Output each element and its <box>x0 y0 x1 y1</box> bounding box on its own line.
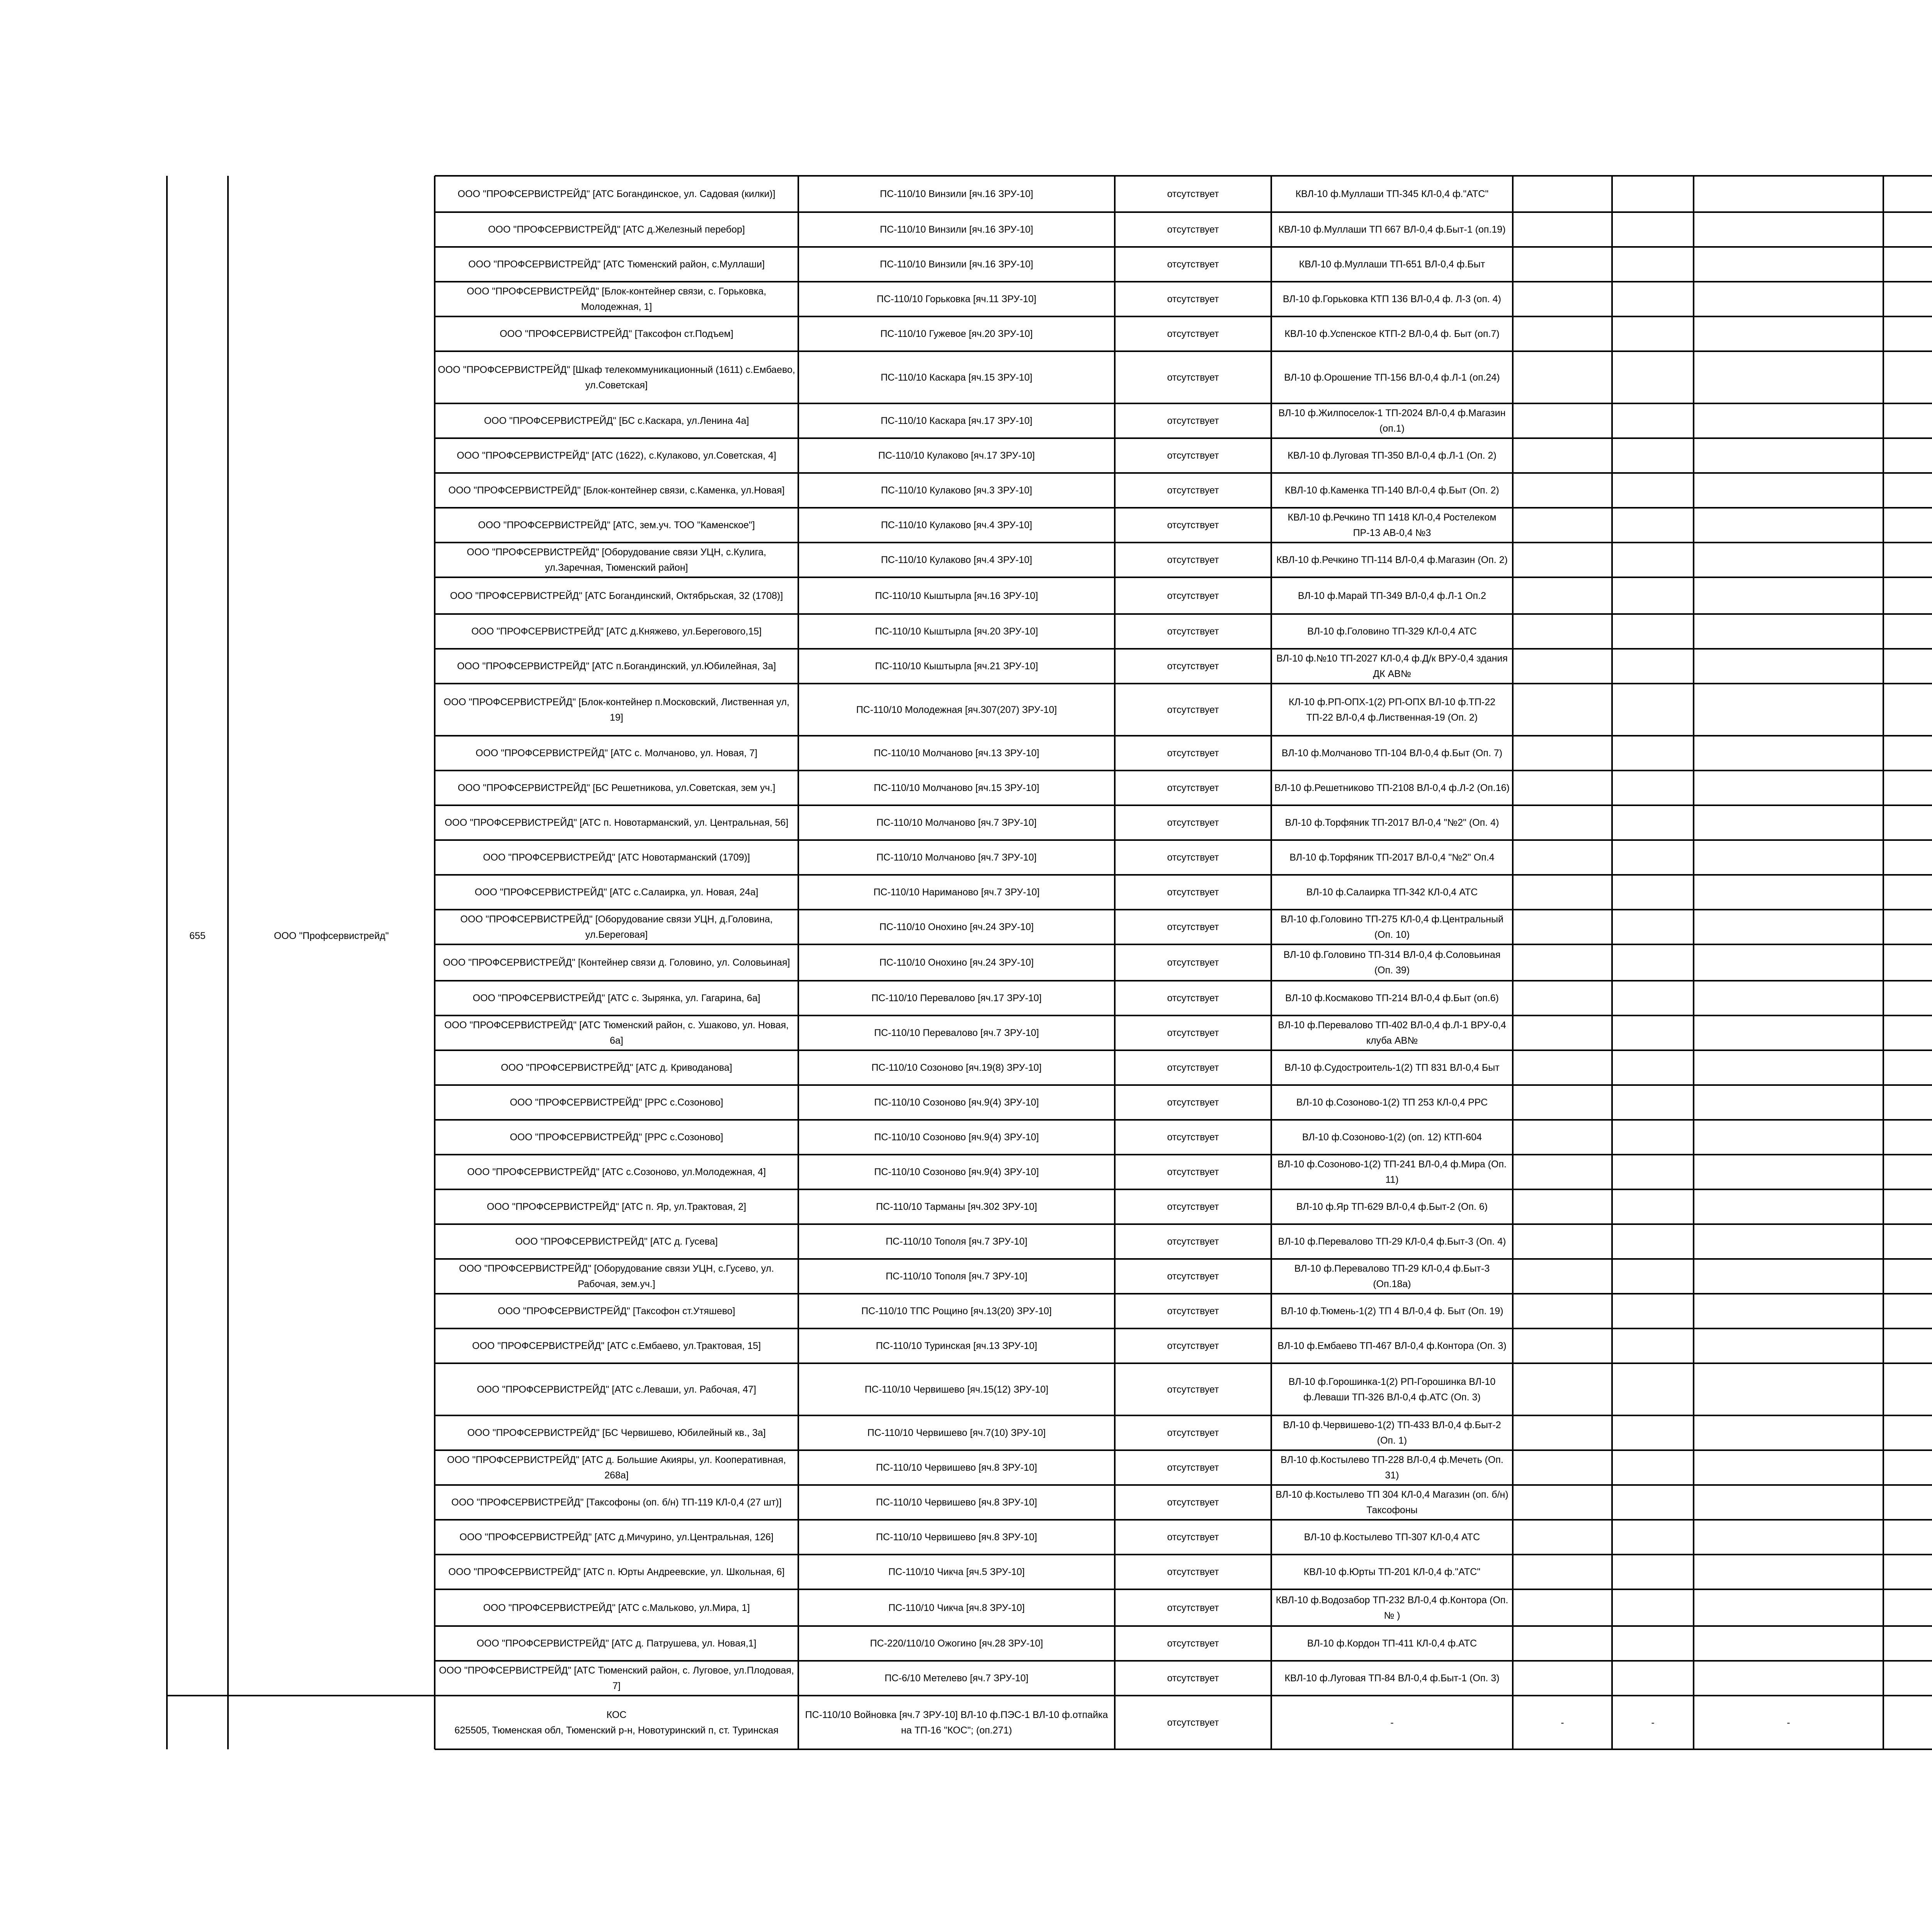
consumer-cell: КОС 625505, Тюменская обл, Тюменский р-н, Новотуринский п, ст. Туринская <box>454 1709 779 1736</box>
status-cell: отсутствует <box>1167 1027 1219 1038</box>
source-substation-cell: ПС-110/10 Онохино [яч.24 ЗРУ-10] <box>879 957 1034 968</box>
consumer-cell: ООО "ПРОФСЕРВИСТРЕЙД" [БС с.Каскара, ул.Ленина 4а] <box>484 415 749 426</box>
source-substation-cell: ПС-110/10 Созоново [яч.19(8) ЗРУ-10] <box>871 1062 1042 1073</box>
status-cell: отсутствует <box>1167 224 1219 235</box>
grid-line-vertical <box>1693 176 1694 1749</box>
consumer-cell: ООО "ПРОФСЕРВИСТРЕЙД" [Блок-контейнер связи, с. Горьковка, Молодежная, 1] <box>466 286 767 312</box>
consumer-cell: ООО "ПРОФСЕРВИСТРЕЙД" [АТС п. Юрты Андреевские, ул. Школьная, 6] <box>448 1567 785 1577</box>
consumer-cell: ООО "ПРОФСЕРВИСТРЕЙД" [АТС с.Ембаево, ул.Трактовая, 15] <box>472 1340 761 1351</box>
consumer-cell: ООО "ПРОФСЕРВИСТРЕЙД" [АТС д.Княжево, ул.Берегового,15] <box>471 626 762 637</box>
status-cell: отсутствует <box>1167 704 1219 715</box>
status-cell: отсутствует <box>1167 1602 1219 1613</box>
source-substation-cell: ПС-110/10 Чикча [яч.5 ЗРУ-10] <box>888 1567 1025 1577</box>
source-substation-cell: ПС-110/10 Червишево [яч.7(10) ЗРУ-10] <box>867 1427 1046 1438</box>
consumer-cell: ООО "ПРОФСЕРВИСТРЕЙД" [АТС Новотарманский (1709)] <box>483 852 750 863</box>
consumer-cell: ООО "ПРОФСЕРВИСТРЕЙД" [АТС Тюменский район, с.Муллаши] <box>468 259 765 270</box>
grid-line-vertical <box>1883 176 1884 1749</box>
consumer-cell: ООО "ПРОФСЕРВИСТРЕЙД" [АТС д. Криводанова] <box>501 1062 732 1073</box>
supply-line-cell: ВЛ-10 ф.Марай ТП-349 ВЛ-0,4 ф.Л-1 Оп.2 <box>1298 590 1486 601</box>
status-cell: отсутствует <box>1167 1271 1219 1282</box>
supply-line-cell: КВЛ-10 ф.Водозабор ТП-232 ВЛ-0,4 ф.Контора (Оп. № ) <box>1276 1594 1509 1621</box>
status-cell: отсутствует <box>1167 1462 1219 1473</box>
supply-line-cell: ВЛ-10 ф.Космаково ТП-214 ВЛ-0,4 ф.Быт (оп.6) <box>1285 993 1499 1004</box>
consumer-cell: ООО "ПРОФСЕРВИСТРЕЙД" [АТС с. Зырянка, ул. Гагарина, 6а] <box>473 993 760 1004</box>
supply-line-cell: ВЛ-10 ф.Яр ТП-629 ВЛ-0,4 ф.Быт-2 (Оп. 6) <box>1296 1201 1488 1212</box>
status-cell: отсутствует <box>1167 1306 1219 1317</box>
source-substation-cell: ПС-110/10 Кыштырла [яч.16 ЗРУ-10] <box>875 590 1038 601</box>
supply-line-cell: КЛ-10 ф.РП-ОПХ-1(2) РП-ОПХ ВЛ-10 ф.ТП-22 ТП-22 ВЛ-0,4 ф.Лиственная-19 (Оп. 2) <box>1288 696 1496 723</box>
status-cell: отсутствует <box>1167 1638 1219 1649</box>
source-substation-cell: ПС-110/10 Созоново [яч.9(4) ЗРУ-10] <box>874 1132 1039 1143</box>
source-substation-cell: ПС-110/10 Горьковка [яч.11 ЗРУ-10] <box>877 294 1036 304</box>
supply-line-cell: КВЛ-10 ф.Речкино ТП-114 ВЛ-0,4 ф.Магазин (Оп. 2) <box>1276 555 1508 565</box>
supply-line-cell: - <box>1390 1717 1394 1728</box>
supply-line-cell: ВЛ-10 ф.Червишево-1(2) ТП-433 ВЛ-0,4 ф.Быт-2 (Оп. 1) <box>1283 1420 1501 1446</box>
consumer-cell: ООО "ПРОФСЕРВИСТРЕЙД" [АТС Тюменский район, с. Ушаково, ул. Новая, 6а] <box>444 1020 789 1046</box>
supply-line-cell: КВЛ-10 ф.Успенское КТП-2 ВЛ-0,4 ф. Быт (оп.7) <box>1284 328 1500 339</box>
consumer-cell: ООО "ПРОФСЕРВИСТРЕЙД" [АТС (1622), с.Кулаково, ул.Советская, 4] <box>457 450 776 461</box>
status-cell: отсутствует <box>1167 782 1219 793</box>
supply-line-cell: ВЛ-10 ф.№10 ТП-2027 КЛ-0,4 ф.Д/к ВРУ-0,4 здания ДК АВ№ <box>1276 653 1508 679</box>
status-cell: отсутствует <box>1167 520 1219 531</box>
supply-line-cell: ВЛ-10 ф.Созоново-1(2) ТП-241 ВЛ-0,4 ф.Мира (Оп. 11) <box>1277 1159 1507 1185</box>
supply-line-cell: ВЛ-10 ф.Перевалово ТП-29 КЛ-0,4 ф.Быт-3 (Оп. 4) <box>1278 1236 1506 1247</box>
status-cell: отсутствует <box>1167 1567 1219 1577</box>
supply-line-cell: КВЛ-10 ф.Речкино ТП 1418 КЛ-0,4 Ростелеком ПР-13 АВ-0,4 №3 <box>1287 512 1497 538</box>
source-substation-cell: ПС-220/110/10 Ожогино [яч.28 ЗРУ-10] <box>870 1638 1043 1649</box>
status-cell: отсутствует <box>1167 1497 1219 1508</box>
consumer-cell: ООО "ПРОФСЕРВИСТРЕЙД" [БС Решетникова, ул.Советская, зем уч.] <box>457 782 776 793</box>
consumer-cell: ООО "ПРОФСЕРВИСТРЕЙД" [АТС д. Большие Акияры, ул. Кооперативная, 268а] <box>447 1454 786 1481</box>
supply-line-cell: КВЛ-10 ф.Муллаши ТП-345 КЛ-0,4 ф."АТС" <box>1295 189 1489 199</box>
source-substation-cell: ПС-110/10 Чикча [яч.8 ЗРУ-10] <box>888 1602 1025 1613</box>
supply-line-cell: ВЛ-10 ф.Головино ТП-329 КЛ-0,4 АТС <box>1307 626 1477 637</box>
supply-line-cell: ВЛ-10 ф.Салаирка ТП-342 КЛ-0,4 АТС <box>1306 887 1478 898</box>
supply-line-cell: ВЛ-10 ф.Созоново-1(2) ТП 253 КЛ-0,4 РРС <box>1296 1097 1488 1108</box>
source-substation-cell: ПС-110/10 Молчаново [яч.7 ЗРУ-10] <box>876 817 1037 828</box>
source-substation-cell: ПС-110/10 Кулаково [яч.3 ЗРУ-10] <box>881 485 1032 496</box>
consumer-cell: ООО "ПРОФСЕРВИСТРЕЙД" [РРС с.Созоново] <box>510 1132 723 1143</box>
status-cell: отсутствует <box>1167 450 1219 461</box>
source-substation-cell: ПС-110/10 Тополя [яч.7 ЗРУ-10] <box>886 1271 1027 1282</box>
status-cell: отсутствует <box>1167 957 1219 968</box>
consumer-cell: ООО "ПРОФСЕРВИСТРЕЙД" [Таксофон ст.Подъем] <box>500 328 733 339</box>
source-substation-cell: ПС-110/10 Кыштырла [яч.20 ЗРУ-10] <box>875 626 1038 637</box>
consumer-cell: ООО "ПРОФСЕРВИСТРЕЙД" [АТС с.Салаирка, ул. Новая, 24а] <box>474 887 759 898</box>
supply-line-cell: ВЛ-10 ф.Ембаево ТП-467 ВЛ-0,4 ф.Контора (Оп. 3) <box>1277 1340 1507 1351</box>
source-substation-cell: ПС-110/10 Гужевое [яч.20 ЗРУ-10] <box>880 328 1033 339</box>
consumer-cell: ООО "ПРОФСЕРВИСТРЕЙД" [Блок-контейнер связи, с.Каменка, ул.Новая] <box>448 485 785 496</box>
source-substation-cell: ПС-110/10 Червишево [яч.8 ЗРУ-10] <box>876 1532 1037 1543</box>
source-substation-cell: ПС-110/10 Тарманы [яч.302 ЗРУ-10] <box>876 1201 1037 1212</box>
supply-line-cell: ВЛ-10 ф.Торфяник ТП-2017 ВЛ-0,4 "№2" (Оп. 4) <box>1285 817 1499 828</box>
supply-line-cell: ВЛ-10 ф.Костылево ТП 304 КЛ-0,4 Магазин (оп. б/н) Таксофоны <box>1276 1489 1509 1516</box>
group-number-cell: 655 <box>189 930 206 941</box>
source-substation-cell: ПС-110/10 Туринская [яч.13 ЗРУ-10] <box>876 1340 1037 1351</box>
status-cell: отсутствует <box>1167 259 1219 270</box>
status-cell: отсутствует <box>1167 1673 1219 1684</box>
source-substation-cell: ПС-110/10 ТПС Рощино [яч.13(20) ЗРУ-10] <box>861 1306 1052 1317</box>
status-cell: отсутствует <box>1167 294 1219 304</box>
status-cell: отсутствует <box>1167 661 1219 672</box>
consumer-cell: ООО "ПРОФСЕРВИСТРЕЙД" [Шкаф телекоммуникационный (1611) с.Ембаево, ул.Советская] <box>438 364 795 391</box>
consumer-cell: ООО "ПРОФСЕРВИСТРЕЙД" [Оборудование связи УЦН, с.Гусево, ул. Рабочая, зем.уч.] <box>459 1263 774 1289</box>
consumer-cell: ООО "ПРОФСЕРВИСТРЕЙД" [АТС п. Новотарманский, ул. Центральная, 56] <box>444 817 789 828</box>
source-substation-cell: ПС-6/10 Метелево [яч.7 ЗРУ-10] <box>884 1673 1029 1684</box>
source-substation-cell: ПС-110/10 Тополя [яч.7 ЗРУ-10] <box>886 1236 1027 1247</box>
status-cell: отсутствует <box>1167 1132 1219 1143</box>
supply-line-cell: ВЛ-10 ф.Головино ТП-275 КЛ-0,4 ф.Центральный (Оп. 10) <box>1281 914 1503 940</box>
source-substation-cell: ПС-110/10 Созоново [яч.9(4) ЗРУ-10] <box>874 1167 1039 1177</box>
status-cell: отсутствует <box>1167 1167 1219 1177</box>
consumer-cell: ООО "ПРОФСЕРВИСТРЕЙД" [АТС Тюменский район, с. Луговое, ул.Плодовая, 7] <box>439 1665 794 1691</box>
consumer-cell: ООО "ПРОФСЕРВИСТРЕЙД" [Таксофон ст.Утяшево] <box>498 1306 735 1317</box>
status-cell: отсутствует <box>1167 993 1219 1004</box>
source-substation-cell: ПС-110/10 Винзили [яч.16 ЗРУ-10] <box>880 189 1033 199</box>
consumer-cell: ООО "ПРОФСЕРВИСТРЕЙД" [АТС с.Мальково, ул.Мира, 1] <box>483 1602 750 1613</box>
source-substation-cell: ПС-110/10 Перевалово [яч.17 ЗРУ-10] <box>871 993 1042 1004</box>
source-substation-cell: ПС-110/10 Каскара [яч.17 ЗРУ-10] <box>881 415 1032 426</box>
consumer-cell: ООО "ПРОФСЕРВИСТРЕЙД" [АТС д. Гусева] <box>515 1236 718 1247</box>
consumer-cell: ООО "ПРОФСЕРВИСТРЕЙД" [АТС п. Яр, ул.Трактовая, 2] <box>486 1201 747 1212</box>
dash-cell: - <box>1787 1717 1790 1728</box>
consumer-cell: ООО "ПРОФСЕРВИСТРЕЙД" [АТС, зем.уч. ТОО "Каменское"] <box>478 520 755 531</box>
consumer-cell: ООО "ПРОФСЕРВИСТРЕЙД" [АТС д.Железный перебор] <box>488 224 745 235</box>
status-cell: отсутствует <box>1167 748 1219 759</box>
status-cell: отсутствует <box>1167 1717 1219 1728</box>
source-substation-cell: ПС-110/10 Винзили [яч.16 ЗРУ-10] <box>880 259 1033 270</box>
supply-line-cell: ВЛ-10 ф.Перевалово ТП-29 КЛ-0,4 ф.Быт-3 (Оп.18а) <box>1294 1263 1490 1289</box>
source-substation-cell: ПС-110/10 Червишево [яч.8 ЗРУ-10] <box>876 1462 1037 1473</box>
source-substation-cell: ПС-110/10 Кулаково [яч.4 ЗРУ-10] <box>881 555 1032 565</box>
supply-line-cell: ВЛ-10 ф.Тюмень-1(2) ТП 4 ВЛ-0,4 ф. Быт (Оп. 19) <box>1281 1306 1503 1317</box>
source-substation-cell: ПС-110/10 Молчаново [яч.7 ЗРУ-10] <box>876 852 1037 863</box>
source-substation-cell: ПС-110/10 Молчаново [яч.15 ЗРУ-10] <box>874 782 1039 793</box>
consumer-cell: ООО "ПРОФСЕРВИСТРЕЙД" [БС Червишево, Юбилейный кв., 3а] <box>467 1427 766 1438</box>
status-cell: отсутствует <box>1167 590 1219 601</box>
consumer-cell: ООО "ПРОФСЕРВИСТРЕЙД" [Оборудование связи УЦН, д.Головина, ул.Береговая] <box>460 914 773 940</box>
consumer-cell: ООО "ПРОФСЕРВИСТРЕЙД" [Оборудование связи УЦН, с.Кулига, ул.Заречная, Тюменский район] <box>467 547 766 573</box>
status-cell: отсутствует <box>1167 1097 1219 1108</box>
source-substation-cell: ПС-110/10 Молчаново [яч.13 ЗРУ-10] <box>874 748 1039 759</box>
status-cell: отсутствует <box>1167 852 1219 863</box>
supply-line-cell: ВЛ-10 ф.Перевалово ТП-402 ВЛ-0,4 ф.Л-1 ВРУ-0,4 клуба АВ№ <box>1278 1020 1506 1046</box>
supply-line-cell: ВЛ-10 ф.Судостроитель-1(2) ТП 831 ВЛ-0,4 Быт <box>1284 1062 1500 1073</box>
status-cell: отсутствует <box>1167 1384 1219 1395</box>
status-cell: отсутствует <box>1167 372 1219 383</box>
source-substation-cell: ПС-110/10 Нариманово [яч.7 ЗРУ-10] <box>873 887 1040 898</box>
status-cell: отсутствует <box>1167 328 1219 339</box>
status-cell: отсутствует <box>1167 555 1219 565</box>
supply-line-cell: ВЛ-10 ф.Костылево ТП-307 КЛ-0,4 АТС <box>1304 1532 1480 1543</box>
consumer-cell: ООО "ПРОФСЕРВИСТРЕЙД" [АТС Богандинский, Октябрьская, 32 (1708)] <box>450 590 783 601</box>
status-cell: отсутствует <box>1167 189 1219 199</box>
status-cell: отсутствует <box>1167 1427 1219 1438</box>
supply-line-cell: ВЛ-10 ф.Молчаново ТП-104 ВЛ-0,4 ф.Быт (Оп. 7) <box>1281 748 1503 759</box>
supply-line-cell: КВЛ-10 ф.Луговая ТП-350 ВЛ-0,4 ф.Л-1 (Оп. 2) <box>1287 450 1497 461</box>
consumer-cell: ООО "ПРОФСЕРВИСТРЕЙД" [Таксофоны (оп. б/н) ТП-119 КЛ-0,4 (27 шт)] <box>451 1497 782 1508</box>
dash-cell: - <box>1651 1717 1655 1728</box>
dash-cell <box>1883 1696 1932 1749</box>
consumer-cell: ООО "ПРОФСЕРВИСТРЕЙД" [АТС п.Богандинский, ул.Юбилейная, 3а] <box>457 661 776 672</box>
source-substation-cell: ПС-110/10 Червишево [яч.15(12) ЗРУ-10] <box>864 1384 1049 1395</box>
source-substation-cell: ПС-110/10 Каскара [яч.15 ЗРУ-10] <box>881 372 1032 383</box>
supply-line-cell: КВЛ-10 ф.Каменка ТП-140 ВЛ-0,4 ф.Быт (Оп. 2) <box>1285 485 1499 496</box>
consumer-cell: ООО "ПРОФСЕРВИСТРЕЙД" [Блок-контейнер п.Московский, Лиственная ул, 19] <box>443 696 790 723</box>
status-cell: отсутствует <box>1167 1062 1219 1073</box>
source-substation-cell: ПС-110/10 Червишево [яч.8 ЗРУ-10] <box>876 1497 1037 1508</box>
status-cell: отсутствует <box>1167 922 1219 932</box>
status-cell: отсутствует <box>1167 1201 1219 1212</box>
source-substation-cell: ПС-110/10 Кыштырла [яч.21 ЗРУ-10] <box>875 661 1038 672</box>
consumer-cell: ООО "ПРОФСЕРВИСТРЕЙД" [АТС с.Созоново, ул.Молодежная, 4] <box>467 1167 766 1177</box>
status-cell: отсутствует <box>1167 1236 1219 1247</box>
status-cell: отсутствует <box>1167 626 1219 637</box>
dash-cell: - <box>1561 1717 1564 1728</box>
status-cell: отсутствует <box>1167 1340 1219 1351</box>
supply-line-cell: ВЛ-10 ф.Головино ТП-314 ВЛ-0,4 ф.Соловьиная (Оп. 39) <box>1283 949 1501 976</box>
consumer-cell: ООО "ПРОФСЕРВИСТРЕЙД" [АТС д. Патрушева, ул. Новая,1] <box>476 1638 757 1649</box>
source-substation-cell: ПС-110/10 Винзили [яч.16 ЗРУ-10] <box>880 224 1033 235</box>
consumer-cell: ООО "ПРОФСЕРВИСТРЕЙД" [Контейнер связи д. Головино, ул. Соловьиная] <box>443 957 790 968</box>
source-substation-cell: ПС-110/10 Молодежная [яч.307(207) ЗРУ-10] <box>856 704 1057 715</box>
group-name-cell: ООО "Профсервистрейд" <box>274 930 389 941</box>
supply-line-cell: ВЛ-10 ф.Созоново-1(2) (оп. 12) КТП-604 <box>1302 1132 1482 1143</box>
status-cell: отсутствует <box>1167 817 1219 828</box>
consumer-cell: ООО "ПРОФСЕРВИСТРЕЙД" [РРС с.Созоново] <box>510 1097 723 1108</box>
source-substation-cell: ПС-110/10 Перевалово [яч.7 ЗРУ-10] <box>874 1027 1039 1038</box>
source-substation-cell: ПС-110/10 Кулаково [яч.17 ЗРУ-10] <box>878 450 1035 461</box>
status-cell: отсутствует <box>1167 415 1219 426</box>
grid-line-vertical <box>1611 176 1613 1749</box>
supply-line-cell: ВЛ-10 ф.Орошение ТП-156 ВЛ-0,4 ф.Л-1 (оп.24) <box>1284 372 1500 383</box>
supply-line-cell: ВЛ-10 ф.Кордон ТП-411 КЛ-0,4 ф.АТС <box>1307 1638 1477 1649</box>
status-cell: отсутствует <box>1167 887 1219 898</box>
supply-line-cell: ВЛ-10 ф.Жилпоселок-1 ТП-2024 ВЛ-0,4 ф.Магазин (оп.1) <box>1278 408 1506 434</box>
consumer-cell: ООО "ПРОФСЕРВИСТРЕЙД" [АТС д.Мичурино, ул.Центральная, 126] <box>459 1532 774 1543</box>
supply-line-cell: КВЛ-10 ф.Муллаши ТП-651 ВЛ-0,4 ф.Быт <box>1299 259 1485 270</box>
supply-line-cell: КВЛ-10 ф.Юрты ТП-201 КЛ-0,4 ф."АТС" <box>1303 1567 1481 1577</box>
supply-line-cell: ВЛ-10 ф.Торфяник ТП-2017 ВЛ-0,4 "№2" Оп.4 <box>1289 852 1495 863</box>
status-cell: отсутствует <box>1167 485 1219 496</box>
supply-line-cell: ВЛ-10 ф.Горьковка КТП 136 ВЛ-0,4 ф. Л-3 (оп. 4) <box>1283 294 1501 304</box>
supply-line-cell: КВЛ-10 ф.Муллаши ТП 667 ВЛ-0,4 ф.Быт-1 (оп.19) <box>1278 224 1506 235</box>
supply-line-cell: ВЛ-10 ф.Горошинка-1(2) РП-Горошинка ВЛ-10 ф.Леваши ТП-326 ВЛ-0,4 ф.АТС (Оп. 3) <box>1288 1376 1496 1403</box>
supply-line-cell: ВЛ-10 ф.Костылево ТП-228 ВЛ-0,4 ф.Мечеть (Оп. 31) <box>1281 1454 1503 1481</box>
consumer-cell: ООО "ПРОФСЕРВИСТРЕЙД" [АТС Богандинское, ул. Садовая (килки)] <box>457 189 776 199</box>
consumer-cell: ООО "ПРОФСЕРВИСТРЕЙД" [АТС с. Молчаново, ул. Новая, 7] <box>475 748 758 759</box>
source-substation-cell: ПС-110/10 Кулаково [яч.4 ЗРУ-10] <box>881 520 1032 531</box>
consumer-cell: ООО "ПРОФСЕРВИСТРЕЙД" [АТС с.Леваши, ул. Рабочая, 47] <box>477 1384 756 1395</box>
source-substation-cell: ПС-110/10 Онохино [яч.24 ЗРУ-10] <box>879 922 1034 932</box>
supply-line-cell: КВЛ-10 ф.Луговая ТП-84 ВЛ-0,4 ф.Быт-1 (Оп. 3) <box>1284 1673 1500 1684</box>
status-cell: отсутствует <box>1167 1532 1219 1543</box>
source-substation-cell: ПС-110/10 Войновка [яч.7 ЗРУ-10] ВЛ-10 ф.ПЭС-1 ВЛ-10 ф.отпайка на ТП-16 "КОС"; (оп.271) <box>805 1709 1108 1736</box>
supply-line-cell: ВЛ-10 ф.Решетниково ТП-2108 ВЛ-0,4 ф.Л-2 (Оп.16) <box>1274 782 1510 793</box>
source-substation-cell: ПС-110/10 Созоново [яч.9(4) ЗРУ-10] <box>874 1097 1039 1108</box>
